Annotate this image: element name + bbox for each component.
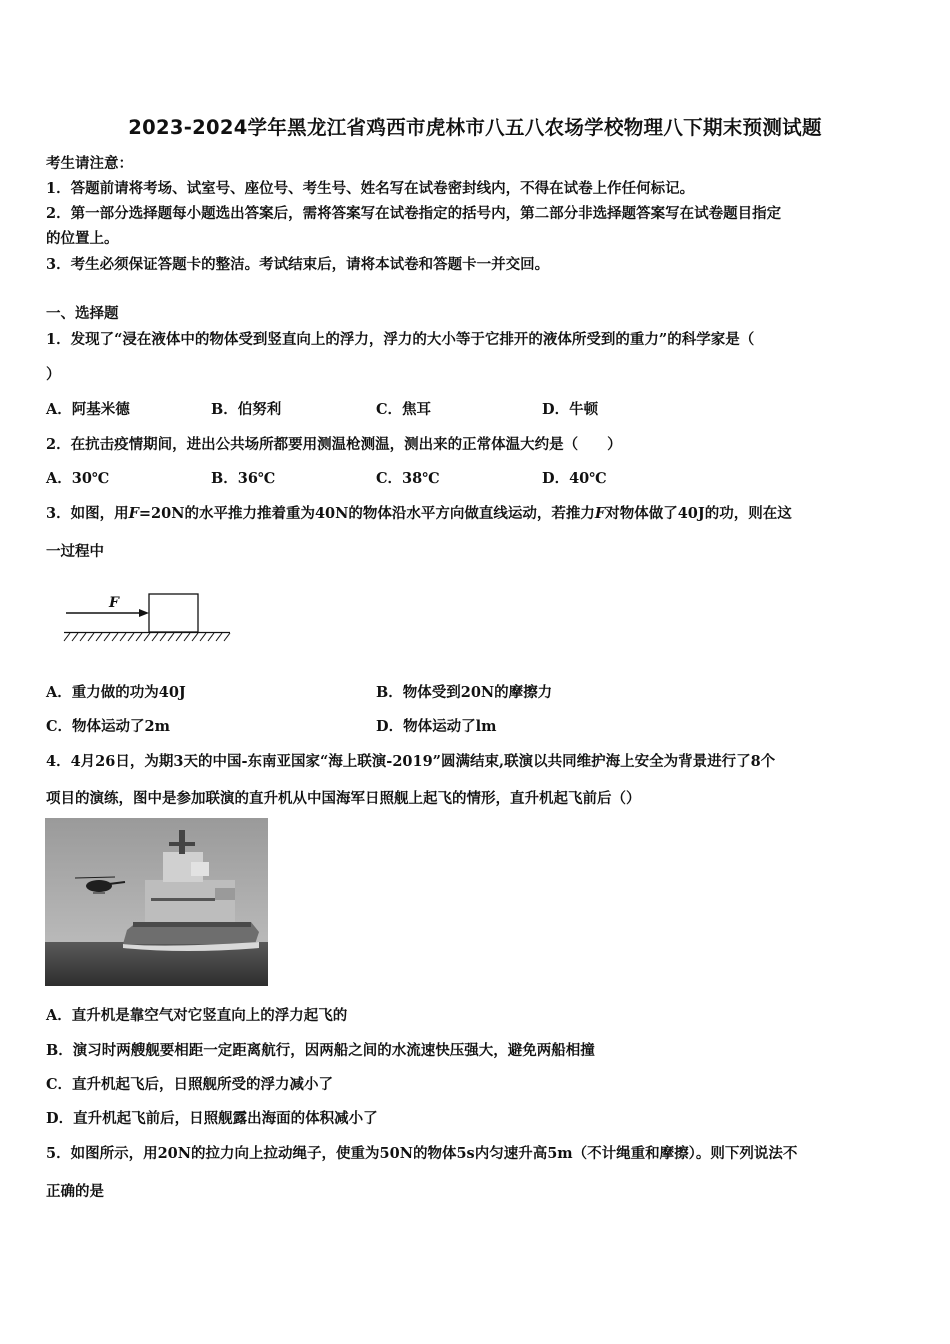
question-2-option-d: D．40℃ [542,470,607,487]
question-1-option-c: C．焦耳 [376,401,432,418]
notice-item: 2．第一部分选择题每小题选出答案后，需将答案写在试卷指定的括号内，第二部分非选择题答案写在试卷题目指定 [46,205,782,222]
force-label: F [109,595,119,611]
question-4-option-c: C．直升机起飞后，日照舰所受的浮力减小了 [46,1076,334,1093]
ground-hatching [64,633,230,641]
question-1-text-cont: ） [46,366,61,383]
force-variable: F [128,505,139,522]
question-2-option-c: C．38℃ [376,470,440,487]
notice-item: 1．答题前请将考场、试室号、座位号、考生号、姓名写在试卷密封线内，不得在试卷上作任何标记。 [46,180,695,197]
question-3-option-d: D．物体运动了lm [376,718,497,735]
notice-item: 3．考生必须保证答题卡的整洁。考试结束后，请将本试卷和答题卡一并交回。 [46,256,550,273]
block [149,594,198,632]
question-4-option-a: A．直升机是靠空气对它竖直向上的浮力起飞的 [46,1007,348,1024]
notice-heading: 考生请注意： [46,155,133,172]
question-1-text: 1．发现了“浸在液体中的物体受到竖直向上的浮力，浮力的大小等于它排开的液体所受到的重力”的科学家是（ [46,331,755,348]
section-heading: 一、选择题 [46,305,119,322]
question-2-option-b: B．36℃ [211,470,276,487]
question-4-option-b: B．演习时两艘舰要相距一定距离航行，因两船之间的水流速快压强大，避免两船相撞 [46,1042,595,1059]
question-4-text-cont: 项目的演练，图中是参加联演的直升机从中国海军日照舰上起飞的情形，直升机起飞前后（） [46,790,641,807]
question-1-option-d: D．牛顿 [542,401,599,418]
question-2-option-a: A．30℃ [46,470,110,487]
notice-item: 的位置上。 [46,230,119,247]
question-3-text-part: =20N的水平推力推着重为40N的物体沿水平方向做直线运动，若推力 [138,505,595,522]
question-3-option-a: A．重力做的功为40J [46,684,186,701]
warship-helicopter-photo [45,818,268,986]
question-3-text [46,502,792,523]
question-3-text-cont: 一过程中 [46,543,104,560]
question-3-option-c: C．物体运动了2m [46,718,170,735]
question-5-text: 5．如图所示，用20N的拉力向上拉动绳子，使重为50N的物体5s内匀速升高5m（不计绳重和摩擦）。则下列说法不 [46,1145,798,1162]
question-1-option-b: B．伯努利 [211,401,282,418]
question-5-text-cont: 正确的是 [46,1183,104,1200]
question-1-option-a: A．阿基米德 [46,401,130,418]
question-2-text: 2．在抗击疫情期间，进出公共场所都要用测温枪测温，测出来的正常体温大约是（ ） [46,436,622,453]
page-title: 2023-2024学年黑龙江省鸡西市虎林市八五八农场学校物理八下期末预测试题 [128,116,822,139]
force-arrow-head [139,609,149,617]
question-3-text-part: 3．如图，用 [46,505,129,522]
question-3-text-part: 对物体做了40J的功，则在这 [605,505,792,522]
question-4-option-d: D．直升机起飞前后，日照舰露出海面的体积减小了 [46,1110,378,1127]
force-variable: F [594,505,606,522]
question-3-option-b: B．物体受到20N的摩擦力 [376,684,553,701]
question-4-text: 4．4月26日，为期3天的中国-东南亚国家“海上联演-2019”圆满结束,联演以共同维护海上安全为背景进行了8个 [46,753,776,770]
push-force-diagram [60,588,236,650]
